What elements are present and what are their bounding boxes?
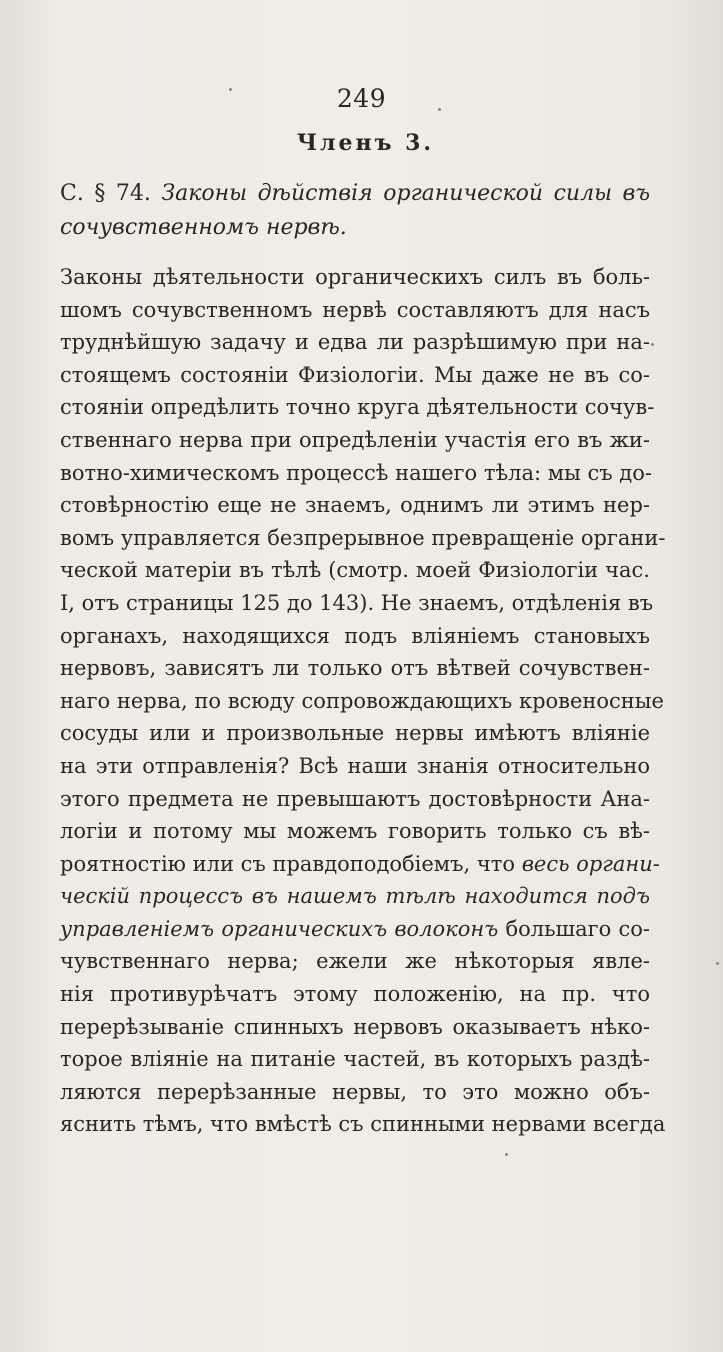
page-number: 249 bbox=[336, 84, 387, 113]
text-line: ственнаго нерва при опредѣленіи участія его въ жи- bbox=[60, 427, 650, 452]
text-line: ляются перерѣзанные нервы, то это можно объ- bbox=[60, 1079, 650, 1104]
text-italic-segment: управленіемъ органическихъ волоконъ bbox=[60, 916, 499, 941]
text-italic-segment: весь органи- bbox=[521, 851, 660, 876]
text-line: на эти отправленія? Всѣ наши знанія относительно bbox=[60, 753, 650, 778]
text-line: логіи и потому мы можемъ говорить только съ вѣ- bbox=[60, 819, 650, 844]
text-line-mixed bbox=[60, 913, 650, 946]
text-line: нія противурѣчатъ этому положенію, на пр. что bbox=[60, 982, 650, 1007]
text-line: ческой матеріи въ тѣлѣ (смотр. моей Физіологіи час. bbox=[60, 558, 650, 583]
text-line: яснить тѣмъ, что вмѣстѣ съ спинными нервами всегда bbox=[60, 1112, 666, 1137]
paper-speck bbox=[505, 1153, 508, 1156]
text-line: стовѣрностію еще не знаемъ, однимъ ли этимъ нер- bbox=[60, 493, 650, 518]
body-text bbox=[60, 261, 666, 1141]
text-normal-segment: большаго со- bbox=[505, 916, 650, 941]
text-line: Законы дѣятельности органическихъ силъ въ боль- bbox=[60, 265, 650, 289]
paper-speck bbox=[716, 962, 719, 965]
section-title: Членъ 3. bbox=[296, 130, 435, 156]
text-line: вотно-химическомъ процессѣ нашего тѣла: мы съ до- bbox=[60, 460, 652, 485]
text-line: чувственнаго нерва; ежели же нѣкоторыя явле- bbox=[60, 949, 650, 974]
text-line: вомъ управляется безпрерывное превращеніе органи- bbox=[60, 525, 666, 550]
paper-speck bbox=[651, 343, 654, 346]
text-line: этого предмета не превышаютъ достовѣрности Ана- bbox=[60, 786, 650, 811]
text-line-italic: ческій процессъ въ нашемъ тѣлѣ находится подъ bbox=[60, 884, 650, 909]
text-line: I, отъ страницы 125 до 143). Не знаемъ, отдѣленія въ bbox=[60, 590, 654, 615]
text-line: органахъ, находящихся подъ вліяніемъ становыхъ bbox=[60, 623, 650, 648]
article-heading bbox=[60, 177, 650, 245]
text-line: нервовъ, зависятъ ли только отъ вѣтвей сочувствен- bbox=[60, 656, 650, 681]
text-line-mixed bbox=[60, 848, 660, 881]
text-line: перерѣзываніе спинныхъ нервовъ оказываетъ нѣко- bbox=[60, 1014, 650, 1039]
text-line: торое вліяніе на питаніе частей, въ которыхъ раздѣ- bbox=[60, 1047, 650, 1072]
text-line: шомъ сочувственномъ нервѣ составляютъ для насъ bbox=[60, 297, 650, 322]
article-number: С. § 74. bbox=[60, 181, 151, 206]
text-line: труднѣйшую задачу и едва ли разрѣшимую при на- bbox=[60, 330, 650, 355]
article-title-part-1: Законы дѣйствія органической силы въ bbox=[161, 181, 650, 206]
text-line: стояніи опредѣлить точно круга дѣятельности сочув- bbox=[60, 395, 655, 420]
text-line: сосуды или и произвольные нервы имѣютъ вліяніе bbox=[60, 721, 650, 746]
article-title-part-2: сочувственномъ нервѣ. bbox=[60, 215, 347, 240]
paper-speck bbox=[229, 88, 232, 91]
text-normal-segment: роятностію или съ правдоподобіемъ, что bbox=[60, 851, 515, 876]
text-line: наго нерва, по всюду сопровождающихъ кровеносные bbox=[60, 688, 664, 713]
text-line: стоящемъ состояніи Физіологіи. Мы даже не въ со- bbox=[60, 362, 650, 387]
paper-speck bbox=[438, 108, 441, 111]
